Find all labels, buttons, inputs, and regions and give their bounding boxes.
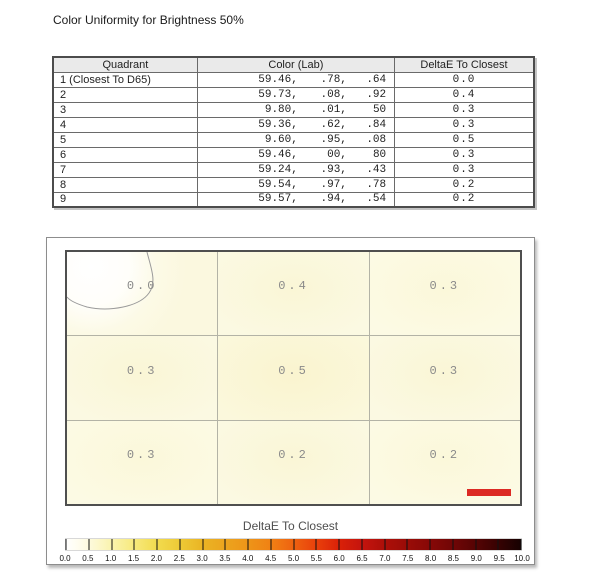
colorbar-tick xyxy=(498,539,499,550)
lab-b: .54 xyxy=(366,193,387,206)
table-row xyxy=(53,192,534,207)
heatmap-value: 0.2 xyxy=(278,448,309,463)
heatmap-value: 0.3 xyxy=(126,363,158,378)
delta-cell: 0.5 xyxy=(395,132,535,147)
colorbar-tick-label: 5.0 xyxy=(287,554,300,563)
quadrant-cell: 2 xyxy=(53,87,197,102)
heatmap-cell xyxy=(218,336,368,419)
delta-cell: 0.3 xyxy=(395,147,535,162)
contour-line xyxy=(67,252,218,336)
lab-l: 59.46, xyxy=(258,148,298,161)
lab-l: 59.73, xyxy=(258,88,298,101)
colorbar-tick xyxy=(225,539,226,550)
heatmap-value: 0.4 xyxy=(278,279,309,294)
red-marker-bar xyxy=(467,489,511,496)
lab-b: .64 xyxy=(366,73,387,86)
table-row xyxy=(53,177,534,192)
table-row xyxy=(53,117,534,132)
col-header-quadrant: Quadrant xyxy=(53,57,197,72)
table-row xyxy=(53,132,534,147)
lab-cell xyxy=(197,147,394,162)
colorbar-tick-label: 0.0 xyxy=(59,554,71,563)
heatmap-cell xyxy=(370,252,520,335)
lab-a: .01, xyxy=(320,103,347,116)
lab-l: 59.57, xyxy=(258,193,298,206)
colorbar-tick-label: 8.5 xyxy=(447,554,459,563)
lab-b: 50 xyxy=(372,103,387,116)
table-row xyxy=(53,162,534,177)
colorbar xyxy=(65,538,522,551)
lab-a: .08, xyxy=(320,88,347,101)
lab-a: .94, xyxy=(320,193,347,206)
delta-cell: 0.3 xyxy=(395,162,535,177)
heatmap-cell xyxy=(67,336,217,419)
colorbar-tick xyxy=(111,539,112,550)
delta-cell: 0.3 xyxy=(395,117,535,132)
lab-a: .97, xyxy=(320,178,347,191)
colorbar-tick xyxy=(339,539,340,550)
colorbar-tick-label: 6.0 xyxy=(333,554,345,563)
heatmap-value: 0.3 xyxy=(429,279,461,294)
colorbar-tick-label: 9.0 xyxy=(470,554,482,563)
lab-b: .92 xyxy=(366,88,387,101)
colorbar-tick-label: 5.5 xyxy=(310,554,322,563)
colorbar-tick-label: 0.5 xyxy=(82,554,94,563)
heatmap-cell xyxy=(67,252,217,335)
lab-cell xyxy=(197,192,394,207)
lab-l: 59.24, xyxy=(258,163,298,176)
lab-l: 59.54, xyxy=(258,178,298,191)
colorbar-tick-labels xyxy=(59,554,530,564)
lab-l: 9.60, xyxy=(264,133,298,146)
quadrant-cell: 9 xyxy=(53,192,197,207)
deltae-heatmap xyxy=(65,250,522,506)
quadrant-cell: 7 xyxy=(53,162,197,177)
heatmap-cell xyxy=(370,336,520,419)
colorbar-tick-label: 6.5 xyxy=(356,554,368,563)
colorbar-tick xyxy=(384,539,385,550)
colorbar-tick xyxy=(134,539,135,550)
colorbar-title: DeltaE To Closest xyxy=(242,519,339,533)
colorbar-tick-label: 1.0 xyxy=(105,554,117,563)
lab-a: .93, xyxy=(320,163,347,176)
lab-a: .95, xyxy=(320,133,347,146)
heatmap-cell xyxy=(218,421,368,504)
colorbar-tick-label: 2.5 xyxy=(173,554,185,563)
quadrant-cell: 3 xyxy=(53,102,197,117)
heatmap-value: 0.5 xyxy=(278,363,309,378)
lab-a: 00, xyxy=(327,148,347,161)
quadrant-cell: 8 xyxy=(53,177,197,192)
colorbar-tick xyxy=(316,539,317,550)
delta-cell: 0.2 xyxy=(395,192,535,207)
colorbar-tick-label: 3.0 xyxy=(196,554,208,563)
table-row xyxy=(53,102,534,117)
colorbar-tick-label: 4.0 xyxy=(242,554,254,563)
lab-l: 59.36, xyxy=(258,118,298,131)
col-header-color-lab: Color (Lab) xyxy=(197,57,394,72)
quadrant-cell: 1 (Closest To D65) xyxy=(53,72,197,87)
colorbar-tick xyxy=(407,539,408,550)
heatmap-cell xyxy=(370,421,520,504)
colorbar-tick-label: 9.5 xyxy=(493,554,505,563)
colorbar-tick-label: 7.0 xyxy=(379,554,391,563)
delta-cell: 0.2 xyxy=(395,177,535,192)
lab-cell xyxy=(197,87,394,102)
page-title: Color Uniformity for Brightness 50% xyxy=(53,13,244,27)
colorbar-tick-label: 10.0 xyxy=(514,554,530,563)
colorbar-tick xyxy=(248,539,249,550)
colorbar-tick xyxy=(430,539,431,550)
heatmap-cell xyxy=(218,252,368,335)
colorbar-tick xyxy=(157,539,158,550)
lab-cell xyxy=(197,72,394,87)
colorbar-tick xyxy=(293,539,294,550)
heatmap-value: 0.0 xyxy=(126,279,158,294)
lab-b: 80 xyxy=(372,148,387,161)
lab-b: .08 xyxy=(366,133,387,146)
colorbar-tick xyxy=(66,539,67,550)
lab-cell xyxy=(197,177,394,192)
lab-cell xyxy=(197,162,394,177)
col-header-deltae: DeltaE To Closest xyxy=(395,57,535,72)
delta-cell: 0.0 xyxy=(395,72,535,87)
table-header-row xyxy=(53,57,534,72)
quadrant-cell: 5 xyxy=(53,132,197,147)
uniformity-chart-panel xyxy=(46,237,535,565)
heatmap-cell xyxy=(67,421,217,504)
table-row xyxy=(53,72,534,87)
colorbar-tick xyxy=(361,539,362,550)
lab-l: 59.46, xyxy=(258,73,298,86)
quadrant-cell: 6 xyxy=(53,147,197,162)
lab-cell xyxy=(197,117,394,132)
lab-l: 9.80, xyxy=(264,103,298,116)
lab-cell xyxy=(197,132,394,147)
delta-cell: 0.4 xyxy=(395,87,535,102)
lab-a: .62, xyxy=(320,118,347,131)
colorbar-tick xyxy=(475,539,476,550)
lab-cell xyxy=(197,102,394,117)
lab-b: .84 xyxy=(366,118,387,131)
colorbar-tick-label: 1.5 xyxy=(127,554,140,563)
colorbar-tick xyxy=(202,539,203,550)
colorbar-tick xyxy=(179,539,180,550)
colorbar-tick-label: 8.0 xyxy=(425,554,437,563)
colorbar-tick xyxy=(270,539,271,550)
colorbar-tick xyxy=(88,539,89,550)
quadrant-cell: 4 xyxy=(53,117,197,132)
lab-b: .78 xyxy=(366,178,387,191)
heatmap-value: 0.3 xyxy=(429,363,461,378)
lab-a: .78, xyxy=(320,73,347,86)
lab-b: .43 xyxy=(366,163,387,176)
delta-cell: 0.3 xyxy=(395,102,535,117)
colorbar-tick xyxy=(452,539,453,550)
colorbar-tick-label: 7.5 xyxy=(402,554,414,563)
table-row xyxy=(53,87,534,102)
table-row xyxy=(53,147,534,162)
colorbar-tick-label: 3.5 xyxy=(219,554,231,563)
colorbar-tick xyxy=(521,539,522,550)
colorbar-tick-label: 2.0 xyxy=(150,554,162,563)
uniformity-table xyxy=(52,56,535,208)
colorbar-tick-label: 4.5 xyxy=(265,554,277,563)
heatmap-value: 0.3 xyxy=(126,448,158,463)
heatmap-value: 0.2 xyxy=(429,448,461,463)
